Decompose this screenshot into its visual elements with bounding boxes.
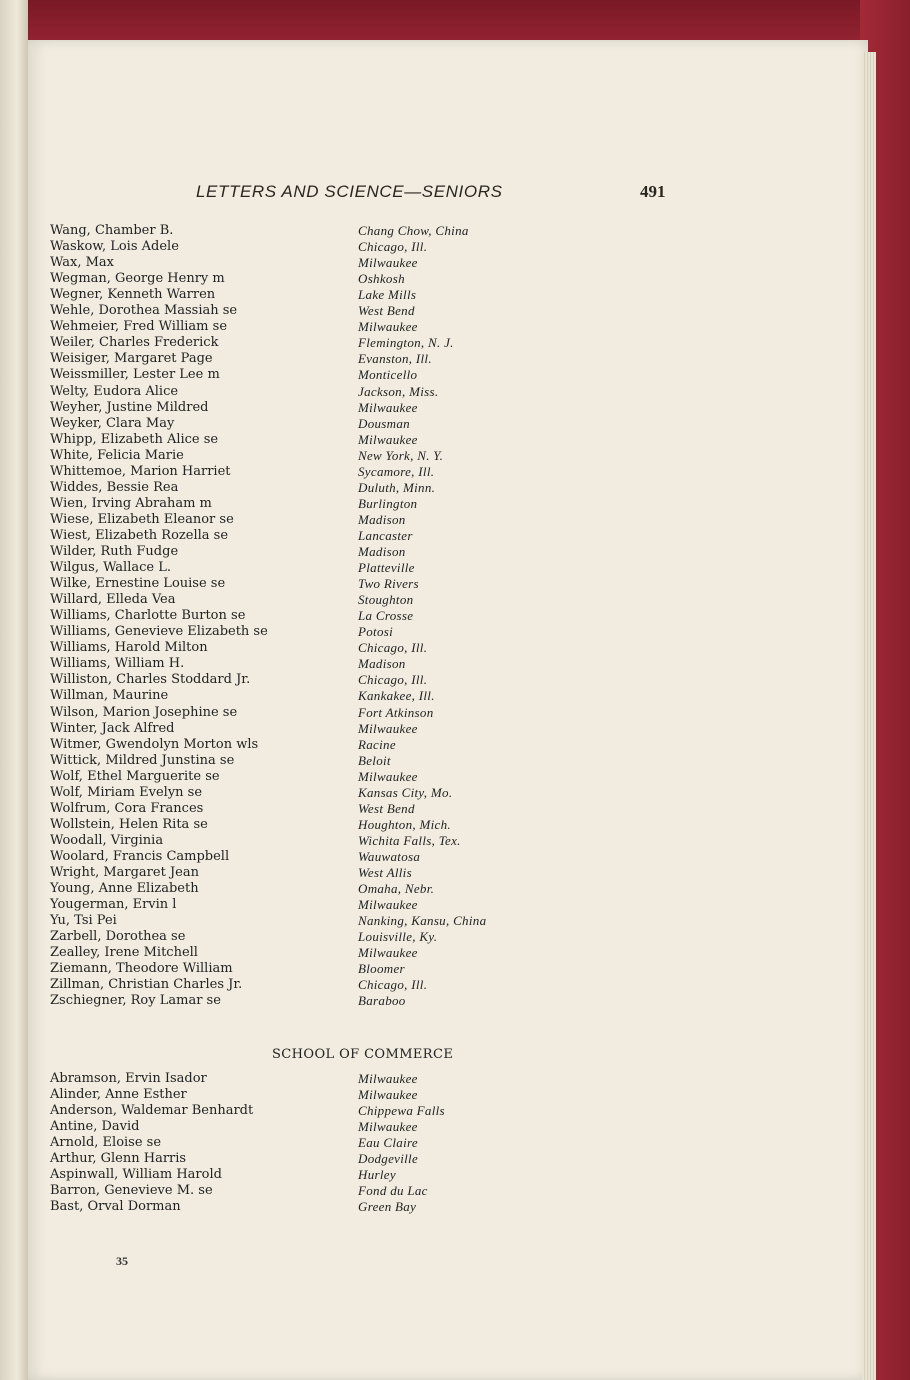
- hometown: Kankakee, Ill.: [358, 688, 435, 704]
- list-item: [0, 400, 910, 416]
- student-name: Wolf, Ethel Marguerite se: [50, 768, 220, 784]
- hometown: Oshkosh: [358, 271, 405, 287]
- list-item: [0, 849, 910, 865]
- running-header: [196, 182, 666, 208]
- hometown: West Allis: [358, 865, 412, 880]
- student-name: Winter, Jack Alfred: [50, 720, 175, 736]
- student-name: Weissmiller, Lester Lee m: [50, 367, 220, 383]
- hometown: Madison: [358, 656, 406, 672]
- list-item: [0, 1135, 910, 1151]
- student-name: Williston, Charles Stoddard Jr.: [50, 672, 251, 688]
- list-item: [0, 576, 910, 592]
- list-item: [0, 480, 910, 496]
- signature-mark: 35: [116, 1254, 128, 1268]
- hometown: Milwaukee: [358, 1071, 418, 1086]
- student-name: Wien, Irving Abraham m: [50, 495, 212, 511]
- hometown: Wichita Falls, Tex.: [358, 832, 461, 848]
- hometown: Madison: [358, 511, 406, 527]
- student-name: Wegner, Kenneth Warren: [50, 287, 216, 303]
- list-item: [0, 448, 910, 464]
- student-name: Weyker, Clara May: [50, 415, 175, 431]
- student-name: Antine, David: [50, 1119, 140, 1134]
- hometown: Milwaukee: [358, 319, 418, 335]
- list-item: [0, 1167, 910, 1183]
- hometown: Nanking, Kansu, China: [358, 913, 487, 929]
- student-name: Wilson, Marion Josephine se: [50, 704, 238, 720]
- student-name: Wehle, Dorothea Massiah se: [50, 303, 238, 319]
- hometown: Chicago, Ill.: [358, 672, 428, 688]
- student-name: Anderson, Waldemar Benhardt: [50, 1103, 254, 1118]
- student-name: Whipp, Elizabeth Alice se: [50, 431, 219, 447]
- student-name: Bast, Orval Dorman: [50, 1199, 181, 1214]
- hometown: Milwaukee: [358, 768, 418, 784]
- student-name: Willman, Maurine: [50, 688, 169, 704]
- hometown: Two Rivers: [358, 576, 419, 592]
- student-name: Widdes, Bessie Rea: [50, 479, 179, 495]
- list-item: [0, 544, 910, 560]
- page-title: LETTERS AND SCIENCE—SENIORS: [196, 182, 503, 201]
- hometown: New York, N. Y.: [358, 447, 444, 463]
- hometown: Chang Chow, China: [358, 223, 469, 238]
- hometown: Milwaukee: [358, 897, 418, 913]
- list-item: [0, 287, 910, 303]
- student-name: Alinder, Anne Esther: [50, 1087, 187, 1102]
- student-name: Zschiegner, Roy Lamar se: [50, 993, 221, 1009]
- list-item: [0, 705, 910, 721]
- page-number: 491: [640, 182, 666, 201]
- student-name: Zillman, Christian Charles Jr.: [50, 977, 243, 993]
- list-item: [0, 335, 910, 351]
- hometown: Milwaukee: [358, 945, 418, 961]
- hometown: Fond du Lac: [358, 1183, 428, 1198]
- student-name: Waskow, Lois Adele: [50, 239, 179, 255]
- hometown: Houghton, Mich.: [358, 816, 451, 832]
- hometown: Evanston, Ill.: [358, 351, 432, 367]
- list-item: [0, 913, 910, 929]
- student-name: Whittemoe, Marion Harriet: [50, 463, 231, 479]
- list-item: [0, 977, 910, 993]
- list-item: [0, 769, 910, 785]
- list-item: [0, 721, 910, 737]
- hometown: Beloit: [358, 752, 391, 768]
- student-name: Wegman, George Henry m: [50, 271, 225, 287]
- hometown: Milwaukee: [358, 255, 418, 271]
- student-name: Arnold, Eloise se: [50, 1135, 162, 1150]
- student-name: Young, Anne Elizabeth: [50, 881, 199, 897]
- student-name: Williams, Genevieve Elizabeth se: [50, 624, 268, 640]
- list-item: [0, 1103, 910, 1119]
- hometown: Burlington: [358, 495, 418, 511]
- list-item: [0, 865, 910, 881]
- hometown: Kansas City, Mo.: [358, 784, 453, 800]
- hometown: Lake Mills: [358, 287, 417, 303]
- hometown: Duluth, Minn.: [358, 479, 436, 495]
- hometown: Milwaukee: [358, 399, 418, 415]
- list-item: [0, 640, 910, 656]
- student-name: Wiest, Elizabeth Rozella se: [50, 527, 229, 543]
- hometown: Chicago, Ill.: [358, 977, 428, 993]
- list-item: [0, 319, 910, 335]
- list-item: [0, 367, 910, 383]
- student-name: Arthur, Glenn Harris: [50, 1151, 187, 1166]
- hometown: West Bend: [358, 303, 415, 319]
- list-item: [0, 672, 910, 688]
- hometown: Monticello: [358, 367, 418, 383]
- hometown: Sycamore, Ill.: [358, 463, 435, 479]
- list-item: [0, 1199, 910, 1215]
- hometown: Fort Atkinson: [358, 704, 434, 720]
- list-item: [0, 223, 910, 239]
- hometown: Baraboo: [358, 993, 406, 1009]
- hometown: Potosi: [358, 624, 394, 640]
- student-name: Zarbell, Dorothea se: [50, 929, 186, 945]
- list-item: [0, 528, 910, 544]
- list-item: [0, 993, 910, 1009]
- student-name: Wiese, Elizabeth Eleanor se: [50, 511, 234, 527]
- student-name: Weiler, Charles Frederick: [50, 335, 219, 351]
- list-item: [0, 608, 910, 624]
- student-name: Williams, Charlotte Burton se: [50, 608, 246, 624]
- hometown: West Bend: [358, 800, 415, 816]
- hometown: Omaha, Nebr.: [358, 881, 435, 897]
- list-item: [0, 512, 910, 528]
- student-name: Wolf, Miriam Evelyn se: [50, 784, 203, 800]
- hometown: Milwaukee: [358, 431, 418, 447]
- list-item: [0, 1183, 910, 1199]
- student-name: Yu, Tsi Pei: [50, 913, 117, 929]
- list-item: [0, 592, 910, 608]
- student-name: Weyher, Justine Mildred: [50, 399, 209, 415]
- hometown: Racine: [358, 736, 396, 752]
- student-name: Wang, Chamber B.: [50, 223, 174, 238]
- list-item: [0, 817, 910, 833]
- student-name: Wittick, Mildred Junstina se: [50, 752, 235, 768]
- student-name: Wilgus, Wallace L.: [50, 560, 171, 576]
- hometown: Hurley: [358, 1167, 396, 1182]
- hometown: Milwaukee: [358, 720, 418, 736]
- list-item: [0, 384, 910, 400]
- hometown: Chippewa Falls: [358, 1103, 445, 1118]
- hometown: Chicago, Ill.: [358, 640, 428, 656]
- student-name: Barron, Genevieve M. se: [50, 1183, 213, 1198]
- list-item: [0, 255, 910, 271]
- student-name: Wright, Margaret Jean: [50, 865, 199, 880]
- list-item: [0, 801, 910, 817]
- student-name: Woolard, Francis Campbell: [50, 848, 230, 864]
- list-item: [0, 464, 910, 480]
- hometown: Flemington, N. J.: [358, 335, 454, 351]
- list-item: [0, 1119, 910, 1135]
- student-name: Abramson, Ervin Isador: [50, 1071, 207, 1086]
- list-item: [0, 737, 910, 753]
- student-name: Witmer, Gwendolyn Morton wls: [50, 736, 259, 752]
- student-name: White, Felicia Marie: [50, 447, 184, 463]
- student-name: Wax, Max: [50, 255, 114, 271]
- student-name: Wilke, Ernestine Louise se: [50, 576, 226, 592]
- hometown: Eau Claire: [358, 1135, 418, 1150]
- student-name: Weisiger, Margaret Page: [50, 351, 213, 367]
- list-item: [0, 271, 910, 287]
- list-item: [0, 624, 910, 640]
- list-item: [0, 560, 910, 576]
- student-name: Wollstein, Helen Rita se: [50, 816, 208, 832]
- student-name: Yougerman, Ervin l: [50, 897, 177, 913]
- list-item: [0, 833, 910, 849]
- hometown: Chicago, Ill.: [358, 239, 428, 255]
- student-name: Woodall, Virginia: [50, 832, 164, 848]
- hometown: Wauwatosa: [358, 848, 421, 864]
- hometown: Louisville, Ky.: [358, 929, 438, 945]
- student-name: Welty, Eudora Alice: [50, 383, 179, 399]
- hometown: Platteville: [358, 560, 415, 576]
- student-name: Wehmeier, Fred William se: [50, 319, 228, 335]
- list-item: [0, 656, 910, 672]
- hometown: Milwaukee: [358, 1087, 418, 1102]
- hometown: Madison: [358, 544, 406, 559]
- list-item: [0, 239, 910, 255]
- hometown: Stoughton: [358, 592, 414, 608]
- student-name: Willard, Elleda Vea: [50, 592, 176, 608]
- student-name: Williams, William H.: [50, 656, 185, 672]
- hometown: Jackson, Miss.: [358, 383, 439, 399]
- list-item: [0, 432, 910, 448]
- student-name: Williams, Harold Milton: [50, 640, 208, 656]
- list-item: [0, 785, 910, 801]
- list-item: [0, 945, 910, 961]
- hometown: Dousman: [358, 415, 410, 431]
- section-heading: SCHOOL OF COMMERCE: [272, 1047, 454, 1062]
- student-name: Ziemann, Theodore William: [50, 961, 233, 977]
- hometown: La Crosse: [358, 608, 414, 624]
- hometown: Bloomer: [358, 961, 405, 977]
- hometown: Green Bay: [358, 1199, 417, 1214]
- student-name: Aspinwall, William Harold: [50, 1167, 222, 1182]
- list-item: [0, 496, 910, 512]
- hometown: Lancaster: [358, 527, 413, 543]
- list-item: [0, 416, 910, 432]
- list-item: [0, 1087, 910, 1103]
- list-item: [0, 351, 910, 367]
- list-item: [0, 688, 910, 704]
- hometown: Dodgeville: [358, 1151, 419, 1166]
- student-name: Zealley, Irene Mitchell: [50, 945, 198, 961]
- student-name: Wolfrum, Cora Frances: [50, 800, 204, 816]
- list-item: [0, 881, 910, 897]
- list-item: [0, 1151, 910, 1167]
- list-item: [0, 897, 910, 913]
- list-item: [0, 753, 910, 769]
- list-item: [0, 929, 910, 945]
- list-item: [0, 1071, 910, 1087]
- student-name: Wilder, Ruth Fudge: [50, 544, 179, 559]
- list-item: [0, 303, 910, 319]
- list-item: [0, 961, 910, 977]
- hometown: Milwaukee: [358, 1119, 418, 1134]
